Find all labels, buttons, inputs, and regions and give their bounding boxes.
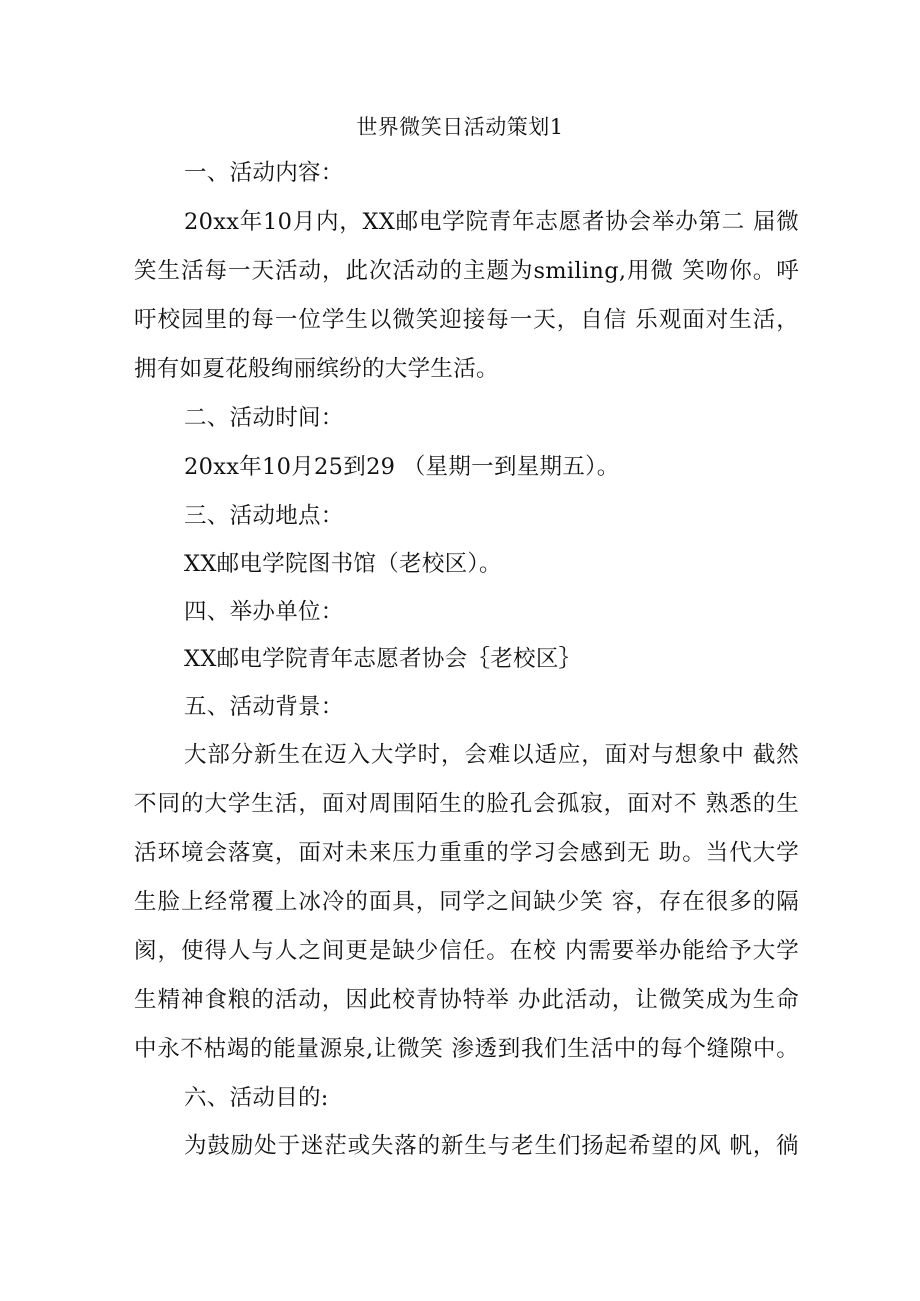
paragraph-line: 为鼓励处于迷茫或失落的新生与老生们扬起希望的风 帆，徜 xyxy=(184,1133,799,1159)
paragraph-line: 生精神食粮的活动，因此校青协特举 办此活动，让微笑成为生命 xyxy=(134,987,799,1013)
section-heading-content: 一、活动内容： xyxy=(184,160,344,186)
section-heading-location: 三、活动地点： xyxy=(184,503,344,529)
section-heading-background: 五、活动背景： xyxy=(184,694,344,720)
paragraph-line: 中永不枯竭的能量源泉,让微笑 渗透到我们生活中的每个缝隙中。 xyxy=(134,1036,799,1062)
paragraph-line: 生脸上经常覆上冰冷的面具，同学之间缺少笑 容，存在很多的隔 xyxy=(134,889,799,915)
paragraph-line: XX邮电学院青年志愿者协会｛老校区｝ xyxy=(184,646,582,672)
paragraph-line: 活环境会落寞，面对未来压力重重的学习会感到无 助。当代大学 xyxy=(134,840,799,866)
paragraph-line: 吁校园里的每一位学生以微笑迎接每一天，自信 乐观面对生活， xyxy=(134,307,799,333)
paragraph-line: 拥有如夏花般绚丽缤纷的大学生活。 xyxy=(134,356,499,382)
paragraph-line: 20xx年10月内，XX邮电学院青年志愿者协会举办第二 届微 xyxy=(184,209,799,235)
paragraph-line: 阂，使得人与人之间更是缺少信任。在校 内需要举办能给予大学 xyxy=(134,938,799,964)
paragraph-line: 大部分新生在迈入大学时，会难以适应，面对与想象中 截然 xyxy=(184,742,799,768)
section-heading-organizer: 四、举办单位： xyxy=(184,599,344,625)
paragraph-line: XX邮电学院图书馆（老校区）。 xyxy=(184,551,502,577)
paragraph-line: 笑生活每一天活动，此次活动的主题为smiling,用微 笑吻你。呼 xyxy=(134,258,799,284)
paragraph-line: 不同的大学生活，面对周围陌生的脸孔会孤寂，面对不 熟悉的生 xyxy=(134,791,799,817)
section-heading-purpose: 六、活动目的: xyxy=(184,1085,329,1111)
paragraph-line: 20xx年10月25到29 （星期一到星期五）。 xyxy=(184,454,620,480)
section-heading-time: 二、活动时间： xyxy=(184,405,344,431)
document-title: 世界微笑日活动策划1 xyxy=(356,115,564,139)
